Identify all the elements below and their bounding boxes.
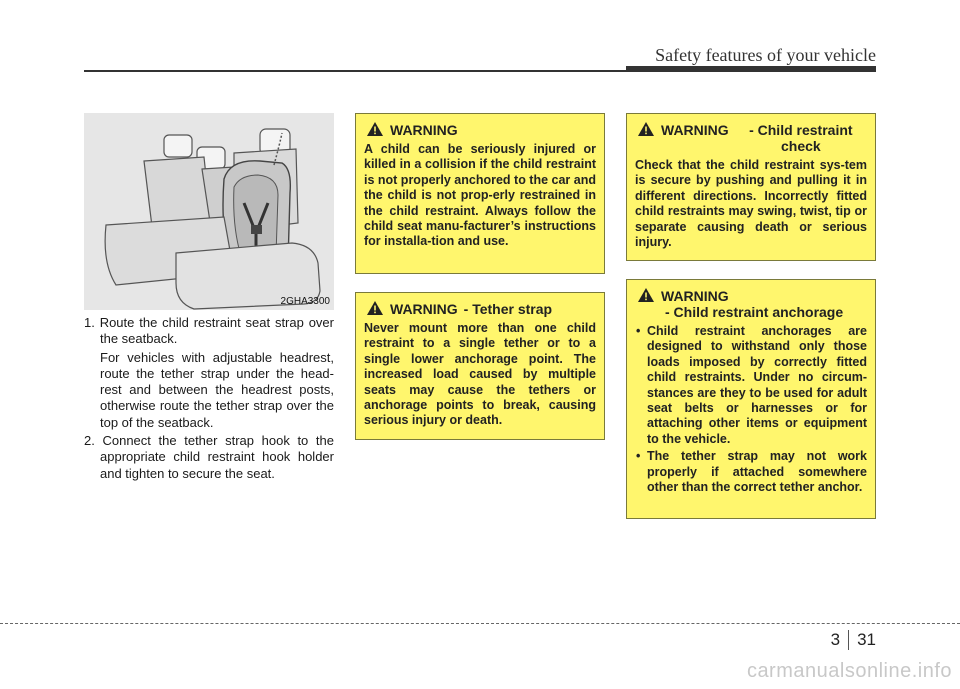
section-title: Safety features of your vehicle <box>655 45 876 65</box>
warning-triangle-icon <box>637 287 655 303</box>
warning-header <box>364 122 596 138</box>
warning-subtitle: - Child restraint anchorage <box>665 304 844 320</box>
step-1-detail: For vehicles with adjustable headrest, route the tether strap under the head-rest and between the headrest posts, otherwise route the tether strap over the top of the seatback. <box>100 349 334 430</box>
warning-title: WARNING <box>661 122 729 138</box>
warning-box-anchorage <box>626 279 876 519</box>
step-2: 2. Connect the tether strap hook to the appropriate child restraint hook holder and tighten to secure the seat. <box>84 433 334 481</box>
warning-triangle-icon <box>366 121 384 137</box>
warning-body: Never mount more than one child restraint to a single tether or to a single lower anchorage point. The increased load caused by multiple seats may cause the tethers or anchorage points to break, causing serious injury or death. <box>364 321 596 428</box>
installation-steps <box>84 315 334 482</box>
warning-title: WARNING <box>390 301 458 317</box>
rear-seat-illustration <box>84 113 334 310</box>
header-rule-thick <box>626 66 876 72</box>
warning-subtitle: - Tether strap <box>463 301 553 317</box>
warning-title: WARNING <box>390 122 458 138</box>
child-seat-drawing <box>84 113 334 310</box>
warning-subtitle: - Child restraint check <box>749 122 853 154</box>
step-1: 1. Route the child restraint seat strap over the seatback. <box>84 315 334 347</box>
warning-triangle-icon <box>366 300 384 316</box>
warning-bullet: • Child restraint anchorages are designed to withstand only those loads imposed by correctly fitted child restraints. Under no circum-stances are they to be used for adult seat belts or harnesses or for attaching other items or equipment to the vehicle. <box>635 324 867 447</box>
warning-box-general <box>355 113 605 274</box>
warning-header <box>364 301 596 317</box>
warning-box-restraint-check <box>626 113 876 261</box>
warning-body: Check that the child restraint sys-tem is secure by pushing and pulling it in different directions. Incorrectly fitted child restraints may swing, twist, tip or separate causing death or serious injury. <box>635 158 867 250</box>
warning-bullet-list <box>635 324 867 495</box>
page-number-value: 31 <box>857 630 876 649</box>
page-number <box>831 630 876 650</box>
warning-triangle-icon <box>637 121 655 137</box>
watermark-text: carmanualsonline.info <box>746 660 952 682</box>
warning-box-tether-strap <box>355 292 605 440</box>
page-number-separator <box>848 630 849 650</box>
warning-title: WARNING <box>661 288 729 304</box>
warning-bullet: • The tether strap may not work properly if attached somewhere other than the correct tether anchor. <box>635 449 867 495</box>
figure-code: 2GHA3300 <box>280 296 330 307</box>
warning-header <box>635 288 867 320</box>
footer-rule <box>0 623 960 624</box>
warning-header <box>635 122 867 154</box>
chapter-number: 3 <box>830 630 841 649</box>
warning-body: A child can be seriously injured or killed in a collision if the child restraint is not properly anchored to the car and the child is not prop-erly restrained in the child restraint. Always follow the child seat manu-facturer’s instructions for installa-tion and use. <box>364 142 596 249</box>
